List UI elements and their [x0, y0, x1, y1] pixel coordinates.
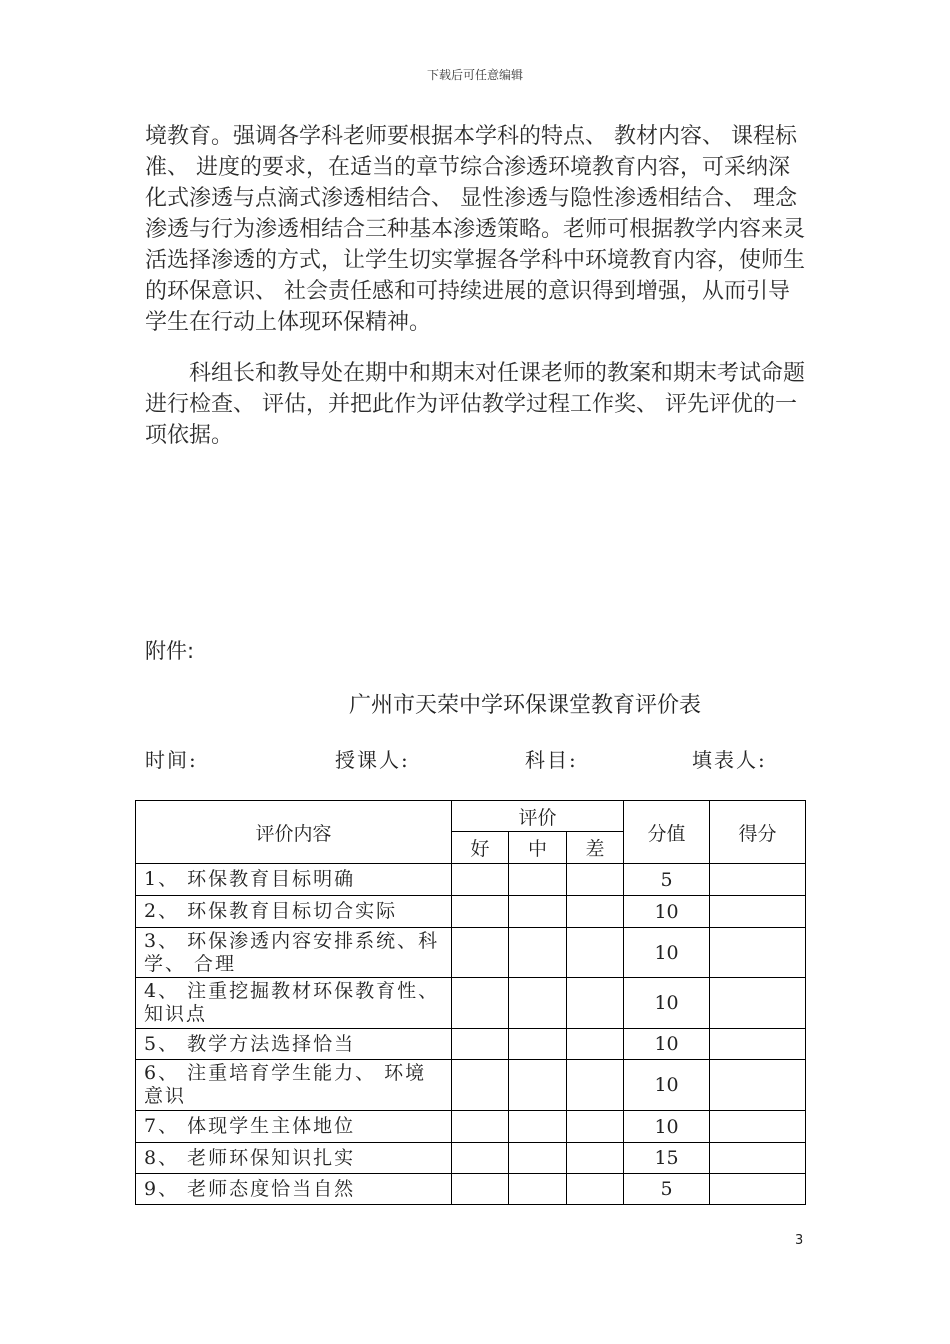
row-points: 10	[624, 896, 710, 928]
cell-medium	[509, 1060, 567, 1111]
cell-score	[710, 1060, 806, 1111]
table-row	[136, 928, 806, 978]
form-title: 广州市天荣中学环保课堂教育评价表	[348, 693, 701, 718]
table-row	[136, 1060, 806, 1111]
cell-medium	[509, 864, 567, 896]
cell-score	[710, 1143, 806, 1174]
row-item: 3、 环保渗透内容安排系统、科学、 合理	[136, 928, 452, 978]
header-good: 好	[452, 832, 509, 864]
cell-poor	[567, 1029, 624, 1060]
cell-score	[710, 1029, 806, 1060]
row-points: 5	[624, 864, 710, 896]
row-points: 10	[624, 1060, 710, 1111]
cell-poor	[567, 1111, 624, 1143]
row-points: 10	[624, 1111, 710, 1143]
cell-score	[710, 1174, 806, 1205]
row-item: 4、 注重挖掘教材环保教育性、 知识点	[136, 978, 452, 1029]
cell-poor	[567, 896, 624, 928]
cell-good	[452, 1143, 509, 1174]
meta-teacher: 授课人:	[335, 748, 410, 772]
header-medium: 中	[509, 832, 567, 864]
table-row	[136, 1111, 806, 1143]
cell-medium	[509, 1143, 567, 1174]
body-paragraph-1: 境教育。强调各学科老师要根据本学科的特点、 教材内容、 课程标准、 进度的要求，在适当的章节综合渗透环境教育内容，可采纳深化式渗透与点滴式渗透相结合、 显性渗透与隐性渗透相结合、 理念渗透与行为渗透相结合三种基本渗透策略。老师可根据教学内容来灵活选择渗透的方式，让学生切实掌握各学科中环境教育内容，使师生的环保意识、 社会责任感和可持续进展的意识得到增强，从而引导学生在行动上体现环保精神。	[145, 124, 806, 335]
row-item: 2、 环保教育目标切合实际	[136, 896, 452, 928]
cell-good	[452, 928, 509, 978]
cell-medium	[509, 896, 567, 928]
page-number: 3	[795, 1233, 804, 1248]
cell-good	[452, 1029, 509, 1060]
row-item: 1、 环保教育目标明确	[136, 864, 452, 896]
row-item: 8、 老师环保知识扎实	[136, 1143, 452, 1174]
table-row	[136, 1174, 806, 1205]
table-row	[136, 978, 806, 1029]
attachment-label: 附件:	[145, 639, 195, 663]
table-header-row	[136, 801, 806, 832]
row-points: 10	[624, 1029, 710, 1060]
page-header: 下载后可任意编辑	[426, 68, 523, 82]
table-row	[136, 1143, 806, 1174]
row-item: 7、 体现学生主体地位	[136, 1111, 452, 1143]
cell-poor	[567, 1143, 624, 1174]
table-row	[136, 896, 806, 928]
cell-good	[452, 1060, 509, 1111]
row-points: 15	[624, 1143, 710, 1174]
cell-medium	[509, 978, 567, 1029]
cell-good	[452, 896, 509, 928]
cell-good	[452, 864, 509, 896]
evaluation-table	[135, 800, 806, 1205]
row-item: 6、 注重培育学生能力、 环境意识	[136, 1060, 452, 1111]
header-evaluation: 评价	[452, 801, 624, 832]
header-score: 得分	[710, 801, 806, 864]
row-points: 5	[624, 1174, 710, 1205]
table-row	[136, 864, 806, 896]
cell-poor	[567, 864, 624, 896]
cell-good	[452, 978, 509, 1029]
meta-time: 时间:	[145, 748, 198, 772]
cell-poor	[567, 928, 624, 978]
row-item: 9、 老师态度恰当自然	[136, 1174, 452, 1205]
cell-good	[452, 1111, 509, 1143]
meta-filler: 填表人:	[692, 748, 767, 772]
cell-medium	[509, 928, 567, 978]
header-poor: 差	[567, 832, 624, 864]
header-points: 分值	[624, 801, 710, 864]
cell-medium	[509, 1111, 567, 1143]
table-row	[136, 1029, 806, 1060]
cell-good	[452, 1174, 509, 1205]
header-content: 评价内容	[136, 801, 452, 864]
cell-score	[710, 1111, 806, 1143]
cell-score	[710, 928, 806, 978]
row-item: 5、 教学方法选择恰当	[136, 1029, 452, 1060]
cell-score	[710, 978, 806, 1029]
cell-score	[710, 896, 806, 928]
cell-medium	[509, 1174, 567, 1205]
cell-poor	[567, 978, 624, 1029]
cell-medium	[509, 1029, 567, 1060]
cell-poor	[567, 1174, 624, 1205]
body-paragraph-2: 科组长和教导处在期中和期末对任课老师的教案和期末考试命题进行检查、 评估，并把此作为评估教学过程工作奖、 评先评优的一项依据。	[145, 361, 806, 448]
row-points: 10	[624, 978, 710, 1029]
row-points: 10	[624, 928, 710, 978]
cell-score	[710, 864, 806, 896]
meta-subject: 科目:	[525, 748, 578, 772]
cell-poor	[567, 1060, 624, 1111]
